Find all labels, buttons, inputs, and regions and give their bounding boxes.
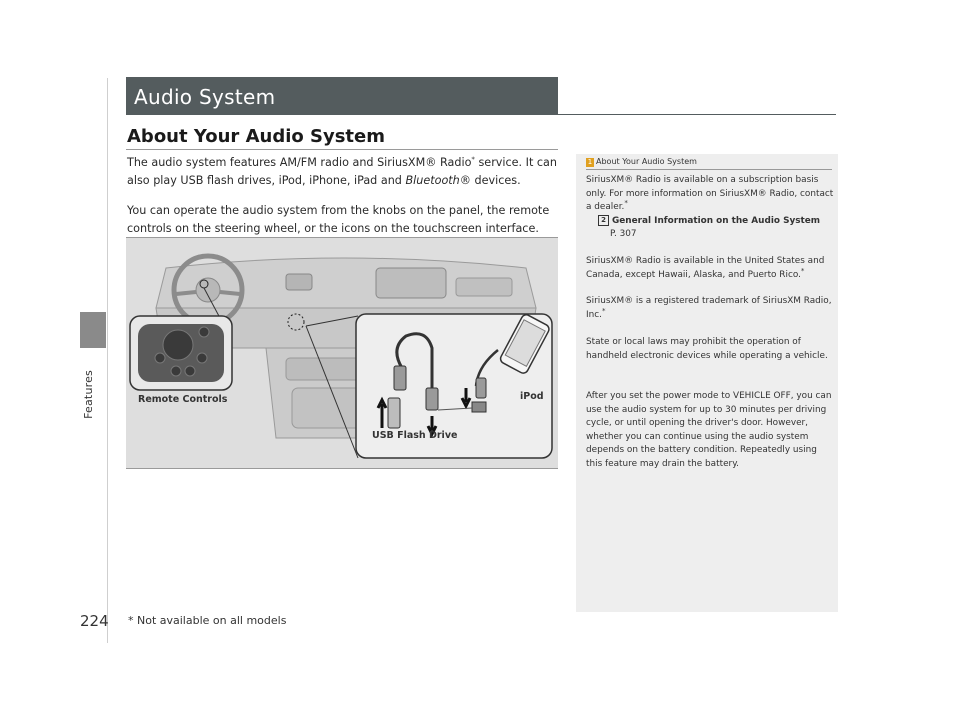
note-subscription	[586, 174, 834, 215]
remote-controls-label: Remote Controls	[138, 394, 228, 405]
usb-flash-drive-label: USB Flash Drive	[372, 430, 458, 441]
controls-paragraph: You can operate the audio system from the knobs on the panel, the remote controls on the steering wheel, or the icons on the touchscreen interface.	[127, 204, 550, 235]
sidebar-title	[586, 157, 697, 167]
note-availability	[586, 255, 834, 282]
reference-page: P. 307	[610, 229, 637, 239]
dashboard-illustration	[126, 237, 558, 469]
note-trademark-text: SiriusXM® is a registered trademark of SiriusXM Radio, Inc.	[586, 296, 832, 320]
note-trademark	[586, 295, 834, 322]
footnote: * Not available on all models	[128, 614, 287, 627]
reference-arrow-icon: 2	[598, 215, 609, 226]
page-number: 224	[80, 612, 109, 630]
section-header-title: Audio System	[134, 85, 276, 109]
footnote-marker: *	[800, 266, 805, 275]
header-rule	[558, 114, 836, 115]
footnote-marker: *	[471, 155, 475, 164]
reference-title: General Information on the Audio System	[612, 216, 821, 226]
dashboard-drawing	[126, 238, 558, 468]
sidebar-title-text: About Your Audio System	[596, 157, 697, 166]
intro-text-a: The audio system features AM/FM radio and SiriusXM® Radio	[127, 156, 472, 169]
note-laws: State or local laws may prohibit the operation of handheld electronic devices while operating a vehicle.	[586, 337, 828, 361]
note-marker-icon: 1	[587, 158, 593, 166]
bluetooth-term: Bluetooth	[405, 174, 460, 187]
section-header	[126, 77, 558, 115]
chapter-label: Features	[82, 370, 95, 419]
intro-text-b: service. It can also play USB flash drives, iPod, iPhone, iPad and	[127, 156, 558, 187]
ipod-label: iPod	[520, 391, 544, 402]
subsection-rule	[126, 149, 558, 150]
subsection-title: About Your Audio System	[127, 126, 385, 147]
intro-paragraph	[127, 154, 557, 190]
margin-rule	[107, 78, 108, 643]
footnote-marker: *	[624, 199, 628, 208]
sidebar-rule	[586, 169, 832, 170]
footnote-marker: *	[601, 306, 606, 315]
note-availability-text: SiriusXM® Radio is available in the United States and Canada, except Hawaii, Alaska, and Puerto Rico.	[586, 256, 825, 280]
note-power-mode: After you set the power mode to VEHICLE OFF, you can use the audio system for up to 30 minutes per driving cycle, or until opening the driver's door. However, whether you can continue using the audio system depends on the battery condition. Repeatedly using this feature may drain the battery.	[586, 391, 832, 469]
notes-sidebar	[576, 154, 838, 612]
cross-reference[interactable]	[598, 215, 834, 229]
note-subscription-text: SiriusXM® Radio is available on a subscription basis only. For more information on SiriusXM® Radio, contact a dealer.	[586, 175, 834, 212]
intro-text-c: ® devices.	[459, 174, 521, 187]
chapter-tab	[80, 312, 106, 348]
